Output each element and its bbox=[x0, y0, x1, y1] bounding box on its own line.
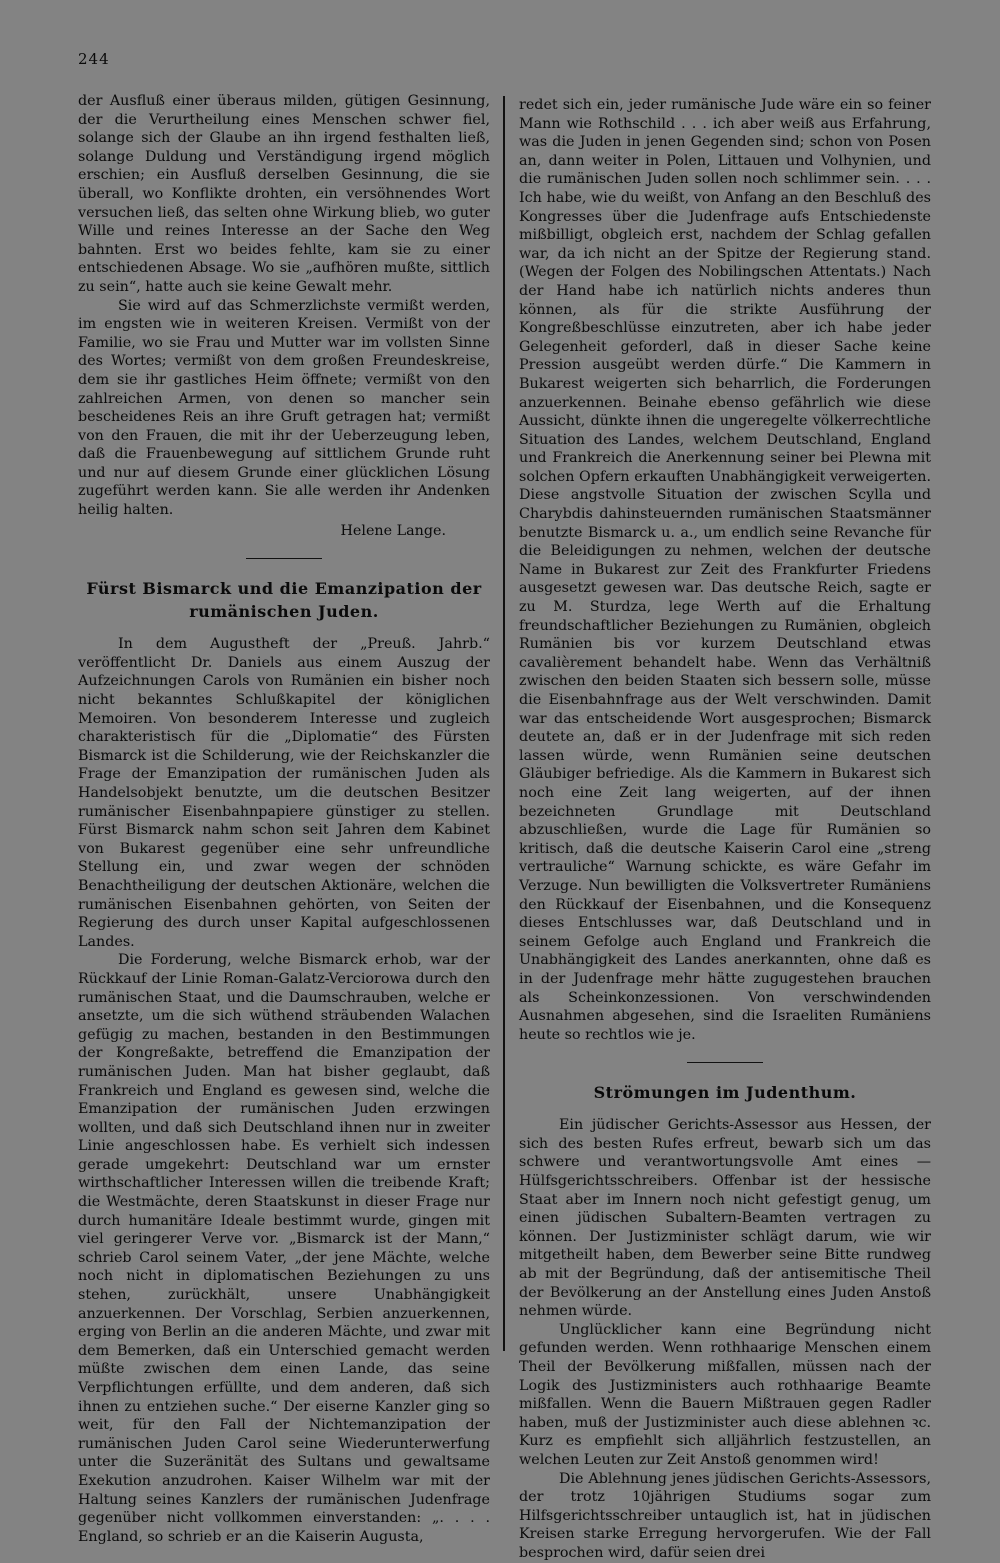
section-title-stroemungen: Strömungen im Judenthum. bbox=[593, 1083, 857, 1103]
stroemungen-paragraph-1: Ein jüdischer Gerichts-Assessor aus Hessen, der sich des besten Rufes erfreut, bewarb sich um das schwere und verantwortungsvolle Amt eines — Hülfsgerichtsschreibers. Offenbar ist der hessische Staat aber im Innern noch nicht gefestigt genug, um einen jüdischen Subaltern-Beamten vertragen zu können. Der Justizminister schlägt darum, wie wir mitgetheilt haben, dem Bewerber seine Bitte rundweg ab mit der Begründung, daß der antisemitische Theil der Bevölkerung an der Anstellung eines Juden Anstoß nehmen würde. bbox=[519, 1117, 931, 1320]
section-separator bbox=[246, 558, 322, 559]
section-title-bismarck: Fürst Bismarck und die Emanzipation der rumänischen Juden. bbox=[86, 579, 482, 622]
bismarck-paragraph-2: Die Forderung, welche Bismarck erhob, war der Rückkauf der Linie Roman-Galatz-Verciorowa durch den rumänischen Staat, und die Daumschrauben, welche er ansetzte, um die sich wüthend sträubenden Walachen gefügig zu machen, bestanden in den Bestimmungen der Kongreßakte, betreffend die Emanzipation der rumänischen Juden. Man hat bisher geglaubt, daß Frankreich und England es gewesen sind, welche die Emanzipation der rumänischen Juden erzwingen wollten, und daß sich Deutschland ihnen nur in zweiter Linie angeschlossen habe. Es verhielt sich indessen gerade umgekehrt: Deutschland war um ernster wirthschaftlicher Interessen willen die treibende Kraft; die Westmächte, deren Staatskunst in dieser Frage nur durch humanitäre Ideale bestimmt wurde, gingen mit viel geringerer Verve vor. „Bismarck ist der Mann,“ schrieb Carol seinem Vater, „der jene Mächte, welche noch nicht in diplomatischen Beziehungen zu uns stehen, zurückhält, unsere Unabhängigkeit anzuerkennen. Der Vorschlag, Serbien anzuerkennen, erging von Berlin an die anderen Mächte, und zwar mit dem Bemerken, daß ein Unterschied gemacht werden müßte zwischen dem einen Lande, das seine Verpflichtungen erfüllte, und dem anderen, daß sich ihnen zu entziehen suche.“ Der eiserne Kanzler ging so weit, für den Fall der Nichtemanzipation der rumänischen Juden Carol seine Wiederunterwerfung unter die Suzeränität des Sultans und gewaltsame Exekution anzudrohen. Kaiser Wilhelm war mit der Haltung seines Kanzlers der rumänischen Judenfrage gegenüber nicht vollkommen einverstanden: „. . . . England, so schrieb er an die Kaiserin Augusta, bbox=[78, 952, 490, 1545]
obituary-paragraph-2: Sie wird auf das Schmerzlichste vermißt werden, im engsten wie in weiteren Kreisen. Vermißt von der Familie, wo sie Frau und Mutter war im vollsten Sinne des Wortes; vermißt von dem großen Freundeskreise, dem sie ihr gastliches Heim öffnete; vermißt von den zahlreichen Armen, von denen so mancher sein bescheidenes Reis an ihre Gruft getragen hat; vermißt von den Frauen, die mit ihr der Ueberzeugung leben, daß die Frauenbewegung auf sittlichem Grunde ruht und nur auf diesem Grunde einer glücklichen Lösung zugeführt werden kann. Sie alle werden ihr Andenken heilig halten. bbox=[78, 297, 490, 519]
left-column bbox=[78, 92, 490, 1546]
right-column bbox=[519, 96, 931, 1563]
obituary-paragraph-1: der Ausfluß einer überaus milden, gütigen Gesinnung, der die Verurtheilung eines Menschen schwer fiel, solange sich der Glaube an ihn irgend festhalten ließ, solange Duldung und Verständigung irgend möglich erschien; ein Ausfluß derselben Gesinnung, die sie überall, wo Konflikte drohten, ein versöhnendes Wort versuchen ließ, das selten ohne Wirkung blieb, wo guter Wille und reines Interesse an der Sache den Weg bahnten. Erst wo beides fehlte, kam sie zu einer entschiedenen Absage. Wo sie „aufhören mußte, sittlich zu sein“, hatte auch sie keine Gewalt mehr. bbox=[78, 93, 490, 295]
page-number: 244 bbox=[78, 50, 110, 68]
section-separator bbox=[687, 1062, 763, 1063]
column-divider bbox=[503, 96, 505, 1351]
bismarck-paragraph-1: In dem Augustheft der „Preuß. Jahrb.“ veröffentlicht Dr. Daniels aus einem Auszug der Aufzeichnungen Carols von Rumänien ein bisher noch nicht bekanntes Schlußkapitel der königlichen Memoiren. Von besonderem Interesse und zugleich charakteristisch für die „Diplomatie“ des Fürsten Bismarck ist die Schilderung, wie der Reichskanzler die Frage der Emanzipation der rumänischen Juden als Handelsobjekt benutzte, um die deutschen Besitzer rumänischer Eisenbahnpapiere günstiger zu stellen. Fürst Bismarck nahm schon seit Jahren dem Kabinet von Bukarest gegenüber eine sehr unfreundliche Stellung ein, und zwar wegen der schnöden Benachtheiligung der deutschen Aktionäre, welchen die rumänischen Eisenbahnen gehörten, von Seiten der Regierung des durch unser Kapital aufgeschlossenen Landes. bbox=[78, 636, 490, 950]
bismarck-continuation: redet sich ein, jeder rumänische Jude wäre ein so feiner Mann wie Rothschild . . . ich aber weiß aus Erfahrung, was die Juden in jenen Gegenden sind; schon von Posen an, dann weiter in Polen, Littauen und Volhynien, und die rumänischen Juden sollen noch schlimmer sein. . . . Ich habe, wie du weißt, von Anfang an den Beschluß des Kongresses über die Judenfrage aufs Entschiedenste mißbilligt, obgleich erst, nachdem der Schlag gefallen war, da ich nicht an der Spitze der Regierung stand. (Wegen der Folgen des Nobilingschen Attentats.) Nach der Hand habe ich natürlich nichts anderes thun können, als für die strikte Ausführung der Kongreßbeschlüsse einzutreten, aber ich habe jeder Gelegenheit geforderl, daß in dieser Sache keine Pression ausgeübt werden dürfe.“ Die Kammern in Bukarest weigerten sich beharrlich, die Forderungen anzuerkennen. Beinahe ebenso gefährlich wie diese Aussicht, dünkte ihnen die ungeregelte völkerrechtliche Situation des Landes, welchem Deutschland, England und Frankreich die Anerkennung seiner bei Plewna mit solchen Opfern erkauften Unabhängigkeit verweigerten. Diese angstvolle Situation der zwischen Scylla und Charybdis dahinsteuernden rumänischen Staatsmänner benutzte Bismarck u. a., um endlich seine Revanche für die Beleidigungen zu nehmen, welchen der deutsche Name in Bukarest zur Zeit des Frankfurter Friedens ausgesetzt gewesen war. Das deutsche Reich, sagte er zu M. Sturdza, lege Werth auf die Erhaltung freundschaftlicher Beziehungen zu Rumänien, obgleich Rumänien bis vor kurzem Deutschland etwas cavalièrement behandelt habe. Wenn das Verhältniß zwischen den beiden Staaten sich bessern solle, müsse die Eisenbahnfrage aus der Welt verschwinden. Damit war das entscheidende Wort ausgesprochen; Bismarck deutete an, daß er in der Judenfrage mit sich reden lassen würde, wenn Rumänien seine deutschen Gläubiger befriedige. Als die Kammern in Bukarest sich noch eine Zeit lang weigerten, auf der ihnen bezeichneten Grundlage mit Deutschland abzuschließen, wurde die Lage für Rumänien so kritisch, daß die deutsche Kaiserin Carol eine „streng vertrauliche“ Warnung schickte, es wäre Gefahr im Verzuge. Nun bewilligten die Volksvertreter Rumäniens den Rückkauf der Eisenbahnen, und die Konsequenz dieses Entschlusses war, daß Deutschland und in seinem Gefolge auch England und Frankreich die Unabhängigkeit des Landes anerkannten, ohne daß es in der Judenfrage mehr hätte zugugestehen brauchen als Scheinkonzessionen. Von verschwindenden Ausnahmen abgesehen, sind die Israeliten Rumäniens heute so rechtlos wie je. bbox=[519, 97, 931, 1043]
author-signature: Helene Lange. bbox=[340, 522, 446, 539]
stroemungen-paragraph-3: Die Ablehnung jenes jüdischen Gerichts-Assessors, der trotz 10jährigen Studiums sogar zum Hilfsgerichtsschreiber untauglich ist, hat in jüdischen Kreisen starke Erregung hervorgerufen. Wie der Fall besprochen wird, dafür seien drei bbox=[519, 1470, 931, 1561]
stroemungen-paragraph-2: Unglücklicher kann eine Begründung nicht gefunden werden. Wenn rothhaarige Menschen einem Theil der Bevölkerung mißfallen, müssen nach der Logik des Justizministers auch rothhaarige Beamte mißfallen. Wenn die Bauern Mißtrauen gegen Radler haben, muß der Justizminister auch diese ablehnen ꝛc. Kurz es empfiehlt sich alljährlich festzustellen, an welchen Leuten zur Zeit Anstoß genommen wird! bbox=[519, 1321, 931, 1468]
